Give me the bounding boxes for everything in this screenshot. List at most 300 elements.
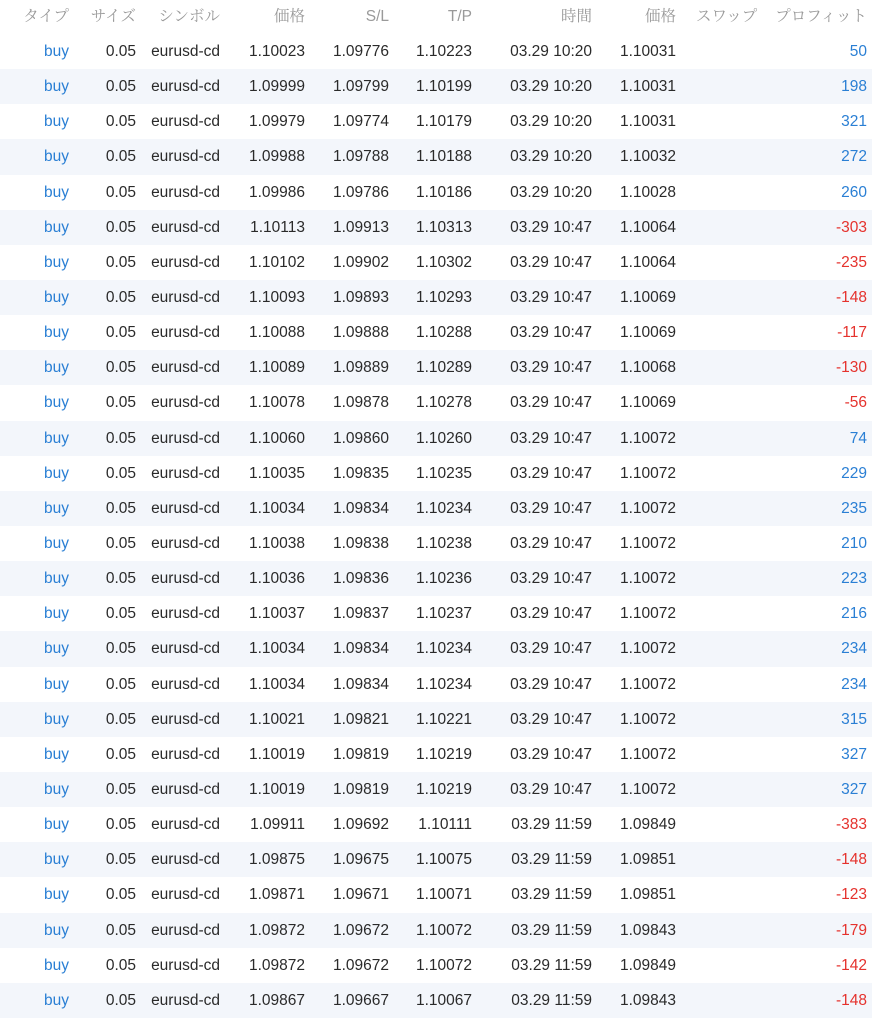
time-cell: 03.29 10:47 [510,429,592,447]
symbol-cell: eurusd-cd [151,605,220,623]
time-cell: 03.29 10:47 [510,570,592,588]
tp-cell: 1.10313 [415,218,472,236]
time-cell: 03.29 11:59 [511,816,592,834]
table-row[interactable] [0,421,872,456]
profit-cell: 321 [841,113,867,131]
open-price-cell: 1.10088 [248,324,305,342]
size-cell: 0.05 [105,534,136,552]
sl-cell: 1.09675 [332,851,389,869]
open-price-cell: 1.09999 [248,78,305,96]
swap-cell [682,456,742,491]
column-header-tp[interactable]: T/P [447,8,472,25]
sl-cell: 1.09837 [332,605,389,623]
price-cell: 1.10072 [619,499,676,517]
profit-cell: 50 [849,43,867,60]
table-row[interactable] [0,983,872,1018]
table-row[interactable] [0,596,872,631]
profit-cell: 216 [841,605,867,623]
price-cell: 1.10072 [619,464,676,482]
time-cell: 03.29 10:47 [510,218,592,236]
type-cell: buy [44,464,69,482]
type-cell: buy [44,324,69,342]
column-header-time[interactable]: 時間 [560,8,592,25]
symbol-cell: eurusd-cd [151,816,220,834]
time-cell: 03.29 10:47 [510,359,592,377]
swap-cell [682,104,742,139]
price-cell: 1.10069 [619,394,676,412]
swap-cell [682,34,742,69]
sl-cell: 1.09888 [332,324,389,342]
type-cell: buy [44,886,69,904]
profit-cell: 327 [841,745,867,763]
symbol-cell: eurusd-cd [151,921,220,939]
size-cell: 0.05 [105,816,136,834]
symbol-cell: eurusd-cd [151,499,220,517]
sl-cell: 1.09788 [332,148,389,166]
size-cell: 0.05 [105,359,136,377]
table-row[interactable] [0,139,872,174]
sl-cell: 1.09834 [332,499,389,517]
swap-cell [682,737,742,772]
profit-cell: 260 [841,183,867,201]
sl-cell: 1.09913 [332,218,389,236]
tp-cell: 1.10072 [415,921,472,939]
sl-cell: 1.09889 [332,359,389,377]
size-cell: 0.05 [105,675,136,693]
size-cell: 0.05 [105,464,136,482]
open-price-cell: 1.10102 [248,253,305,271]
swap-cell [682,315,742,350]
open-price-cell: 1.10089 [248,359,305,377]
time-cell: 03.29 10:47 [510,605,592,623]
column-header-profit[interactable]: プロフィット [775,8,867,25]
size-cell: 0.05 [105,253,136,271]
profit-cell: 198 [841,78,867,96]
column-header-price[interactable]: 価格 [644,8,676,25]
type-cell: buy [44,43,69,60]
table-row[interactable] [0,245,872,280]
symbol-cell: eurusd-cd [151,780,220,798]
sl-cell: 1.09786 [332,183,389,201]
symbol-cell: eurusd-cd [151,288,220,306]
symbol-cell: eurusd-cd [151,429,220,447]
column-header-type[interactable]: タイプ [23,8,69,25]
time-cell: 03.29 10:47 [510,534,592,552]
swap-cell [682,772,742,807]
profit-cell: -148 [835,991,867,1009]
time-cell: 03.29 10:47 [510,499,592,517]
tp-cell: 1.10234 [415,499,472,517]
price-cell: 1.10069 [619,288,676,306]
open-price-cell: 1.10023 [248,43,305,60]
table-row[interactable] [0,69,872,104]
type-cell: buy [44,605,69,623]
sl-cell: 1.09902 [332,253,389,271]
tp-cell: 1.10186 [415,183,472,201]
size-cell: 0.05 [105,851,136,869]
sl-cell: 1.09819 [332,745,389,763]
open-price-cell: 1.10093 [248,288,305,306]
table-row[interactable] [0,350,872,385]
profit-cell: -383 [835,816,867,834]
swap-cell [682,139,742,174]
symbol-cell: eurusd-cd [151,570,220,588]
sl-cell: 1.09672 [332,921,389,939]
table-row[interactable] [0,34,872,69]
sl-cell: 1.09667 [332,991,389,1009]
symbol-cell: eurusd-cd [151,886,220,904]
open-price-cell: 1.09872 [248,956,305,974]
swap-cell [682,210,742,245]
price-cell: 1.10028 [619,183,676,201]
open-price-cell: 1.10019 [248,745,305,763]
swap-cell [682,245,742,280]
table-row[interactable] [0,631,872,666]
swap-cell [682,421,742,456]
swap-cell [682,561,742,596]
type-cell: buy [44,288,69,306]
swap-cell [682,350,742,385]
sl-cell: 1.09672 [332,956,389,974]
table-row[interactable] [0,526,872,561]
tp-cell: 1.10289 [415,359,472,377]
swap-cell [682,948,742,983]
symbol-cell: eurusd-cd [151,675,220,693]
table-row[interactable] [0,702,872,737]
open-price-cell: 1.10019 [248,780,305,798]
tp-cell: 1.10234 [415,675,472,693]
price-cell: 1.10064 [619,218,676,236]
profit-cell: 223 [841,570,867,588]
table-row[interactable] [0,210,872,245]
swap-cell [682,913,742,948]
tp-cell: 1.10293 [415,288,472,306]
tp-cell: 1.10188 [415,148,472,166]
sl-cell: 1.09834 [332,675,389,693]
open-price-cell: 1.10060 [248,429,305,447]
size-cell: 0.05 [105,605,136,623]
tp-cell: 1.10071 [415,886,472,904]
symbol-cell: eurusd-cd [151,956,220,974]
type-cell: buy [44,429,69,447]
tp-cell: 1.10199 [415,78,472,96]
symbol-cell: eurusd-cd [151,359,220,377]
column-header-swap[interactable]: スワップ [696,8,758,25]
open-price-cell: 1.10036 [248,570,305,588]
symbol-cell: eurusd-cd [151,464,220,482]
symbol-cell: eurusd-cd [151,148,220,166]
profit-cell: 234 [841,675,867,693]
sl-cell: 1.09821 [332,710,389,728]
size-cell: 0.05 [105,324,136,342]
price-cell: 1.09851 [619,851,676,869]
size-cell: 0.05 [105,640,136,658]
table-row[interactable] [0,807,872,842]
time-cell: 03.29 11:59 [511,991,592,1009]
profit-cell: -148 [835,851,867,869]
open-price-cell: 1.09867 [248,991,305,1009]
open-price-cell: 1.09986 [248,183,305,201]
time-cell: 03.29 10:20 [510,78,592,96]
sl-cell: 1.09819 [332,780,389,798]
open-price-cell: 1.10034 [248,640,305,658]
column-header-open-price[interactable]: 価格 [273,8,305,25]
sl-cell: 1.09836 [332,570,389,588]
profit-cell: -130 [835,359,867,377]
profit-cell: -235 [835,253,867,271]
table-row[interactable] [0,491,872,526]
time-cell: 03.29 10:47 [510,288,592,306]
tp-cell: 1.10238 [415,534,472,552]
size-cell: 0.05 [105,991,136,1009]
table-row[interactable] [0,948,872,983]
size-cell: 0.05 [105,78,136,96]
price-cell: 1.10031 [619,113,676,131]
swap-cell [682,280,742,315]
tp-cell: 1.10237 [415,605,472,623]
size-cell: 0.05 [105,183,136,201]
open-price-cell: 1.10037 [248,605,305,623]
time-cell: 03.29 10:47 [510,253,592,271]
price-cell: 1.10072 [619,429,676,447]
price-cell: 1.09851 [619,886,676,904]
time-cell: 03.29 10:47 [510,394,592,412]
size-cell: 0.05 [105,710,136,728]
symbol-cell: eurusd-cd [151,640,220,658]
type-cell: buy [44,675,69,693]
open-price-cell: 1.10021 [248,710,305,728]
profit-cell: 235 [841,499,867,517]
price-cell: 1.10072 [619,534,676,552]
swap-cell [682,385,742,420]
price-cell: 1.10031 [619,78,676,96]
profit-cell: -179 [835,921,867,939]
time-cell: 03.29 10:20 [510,148,592,166]
sl-cell: 1.09692 [332,816,389,834]
profit-cell: 210 [841,534,867,552]
time-cell: 03.29 11:59 [511,851,592,869]
tp-cell: 1.10236 [415,570,472,588]
swap-cell [682,702,742,737]
price-cell: 1.09849 [619,816,676,834]
type-cell: buy [44,745,69,763]
swap-cell [682,631,742,666]
type-cell: buy [44,218,69,236]
price-cell: 1.10064 [619,253,676,271]
type-cell: buy [44,921,69,939]
column-header-symbol[interactable]: シンボル [158,8,220,25]
type-cell: buy [44,956,69,974]
price-cell: 1.10072 [619,675,676,693]
type-cell: buy [44,253,69,271]
open-price-cell: 1.10034 [248,499,305,517]
type-cell: buy [44,499,69,517]
price-cell: 1.09849 [619,956,676,974]
size-cell: 0.05 [105,886,136,904]
swap-cell [682,491,742,526]
table-row[interactable] [0,913,872,948]
symbol-cell: eurusd-cd [151,745,220,763]
table-row[interactable] [0,877,872,912]
time-cell: 03.29 10:20 [510,113,592,131]
profit-cell: 74 [849,429,867,447]
profit-cell: -303 [835,218,867,236]
price-cell: 1.10069 [619,324,676,342]
table-body [0,34,872,1018]
price-cell: 1.09843 [619,921,676,939]
table-row[interactable] [0,104,872,139]
symbol-cell: eurusd-cd [151,113,220,131]
price-cell: 1.10068 [619,359,676,377]
symbol-cell: eurusd-cd [151,183,220,201]
tp-cell: 1.10235 [415,464,472,482]
tp-cell: 1.10302 [415,253,472,271]
tp-cell: 1.10072 [415,956,472,974]
table-row[interactable] [0,280,872,315]
tp-cell: 1.10111 [418,816,472,834]
table-row[interactable] [0,385,872,420]
symbol-cell: eurusd-cd [151,394,220,412]
price-cell: 1.09843 [619,991,676,1009]
swap-cell [682,526,742,561]
table-header [0,0,872,34]
type-cell: buy [44,816,69,834]
size-cell: 0.05 [105,429,136,447]
time-cell: 03.29 11:59 [511,956,592,974]
column-header-size[interactable]: サイズ [90,8,136,25]
profit-cell: 315 [841,710,867,728]
time-cell: 03.29 10:47 [510,640,592,658]
swap-cell [682,69,742,104]
swap-cell [682,983,742,1018]
type-cell: buy [44,394,69,412]
tp-cell: 1.10223 [415,43,472,60]
open-price-cell: 1.09911 [250,816,305,834]
table-row[interactable] [0,667,872,702]
size-cell: 0.05 [105,745,136,763]
type-cell: buy [44,78,69,96]
symbol-cell: eurusd-cd [151,78,220,96]
table-row[interactable] [0,561,872,596]
tp-cell: 1.10234 [415,640,472,658]
time-cell: 03.29 10:20 [510,183,592,201]
sl-cell: 1.09834 [332,640,389,658]
size-cell: 0.05 [105,148,136,166]
symbol-cell: eurusd-cd [151,218,220,236]
table-row[interactable] [0,175,872,210]
sl-cell: 1.09860 [332,429,389,447]
sl-cell: 1.09776 [332,43,389,60]
swap-cell [682,877,742,912]
price-cell: 1.10032 [619,148,676,166]
open-price-cell: 1.10035 [248,464,305,482]
type-cell: buy [44,640,69,658]
tp-cell: 1.10288 [415,324,472,342]
open-price-cell: 1.10113 [250,218,305,236]
open-price-cell: 1.09875 [248,851,305,869]
profit-cell: -117 [837,324,867,342]
size-cell: 0.05 [105,394,136,412]
table-row[interactable] [0,456,872,491]
sl-cell: 1.09799 [332,78,389,96]
open-price-cell: 1.09979 [248,113,305,131]
sl-cell: 1.09878 [332,394,389,412]
size-cell: 0.05 [105,288,136,306]
tp-cell: 1.10221 [415,710,472,728]
price-cell: 1.10072 [619,570,676,588]
symbol-cell: eurusd-cd [151,710,220,728]
time-cell: 03.29 10:47 [510,464,592,482]
size-cell: 0.05 [105,956,136,974]
open-price-cell: 1.10078 [248,394,305,412]
table-row[interactable] [0,772,872,807]
swap-cell [682,667,742,702]
profit-cell: 327 [841,780,867,798]
type-cell: buy [44,851,69,869]
size-cell: 0.05 [105,499,136,517]
tp-cell: 1.10179 [415,113,472,131]
profit-cell: -148 [835,288,867,306]
open-price-cell: 1.09871 [248,886,305,904]
table-row[interactable] [0,842,872,877]
table-row[interactable] [0,315,872,350]
symbol-cell: eurusd-cd [151,991,220,1009]
swap-cell [682,596,742,631]
sl-cell: 1.09838 [332,534,389,552]
type-cell: buy [44,359,69,377]
type-cell: buy [44,148,69,166]
size-cell: 0.05 [105,570,136,588]
tp-cell: 1.10219 [415,745,472,763]
table-row[interactable] [0,737,872,772]
type-cell: buy [44,991,69,1009]
open-price-cell: 1.10038 [248,534,305,552]
tp-cell: 1.10067 [415,991,472,1009]
type-cell: buy [44,113,69,131]
sl-cell: 1.09893 [332,288,389,306]
type-cell: buy [44,780,69,798]
tp-cell: 1.10075 [415,851,472,869]
time-cell: 03.29 11:59 [511,886,592,904]
profit-cell: 229 [841,464,867,482]
tp-cell: 1.10278 [415,394,472,412]
time-cell: 03.29 10:20 [510,43,592,60]
symbol-cell: eurusd-cd [151,43,220,60]
price-cell: 1.10072 [619,710,676,728]
profit-cell: -142 [835,956,867,974]
column-header-sl[interactable]: S/L [365,8,389,25]
size-cell: 0.05 [105,921,136,939]
profit-cell: -56 [844,394,867,412]
tp-cell: 1.10219 [415,780,472,798]
type-cell: buy [44,570,69,588]
time-cell: 03.29 10:47 [510,675,592,693]
size-cell: 0.05 [105,113,136,131]
time-cell: 03.29 10:47 [510,710,592,728]
swap-cell [682,842,742,877]
symbol-cell: eurusd-cd [151,324,220,342]
price-cell: 1.10072 [619,780,676,798]
type-cell: buy [44,183,69,201]
type-cell: buy [44,710,69,728]
swap-cell [682,807,742,842]
symbol-cell: eurusd-cd [151,253,220,271]
sl-cell: 1.09671 [332,886,389,904]
time-cell: 03.29 10:47 [510,745,592,763]
price-cell: 1.10072 [619,605,676,623]
sl-cell: 1.09835 [332,464,389,482]
tp-cell: 1.10260 [415,429,472,447]
